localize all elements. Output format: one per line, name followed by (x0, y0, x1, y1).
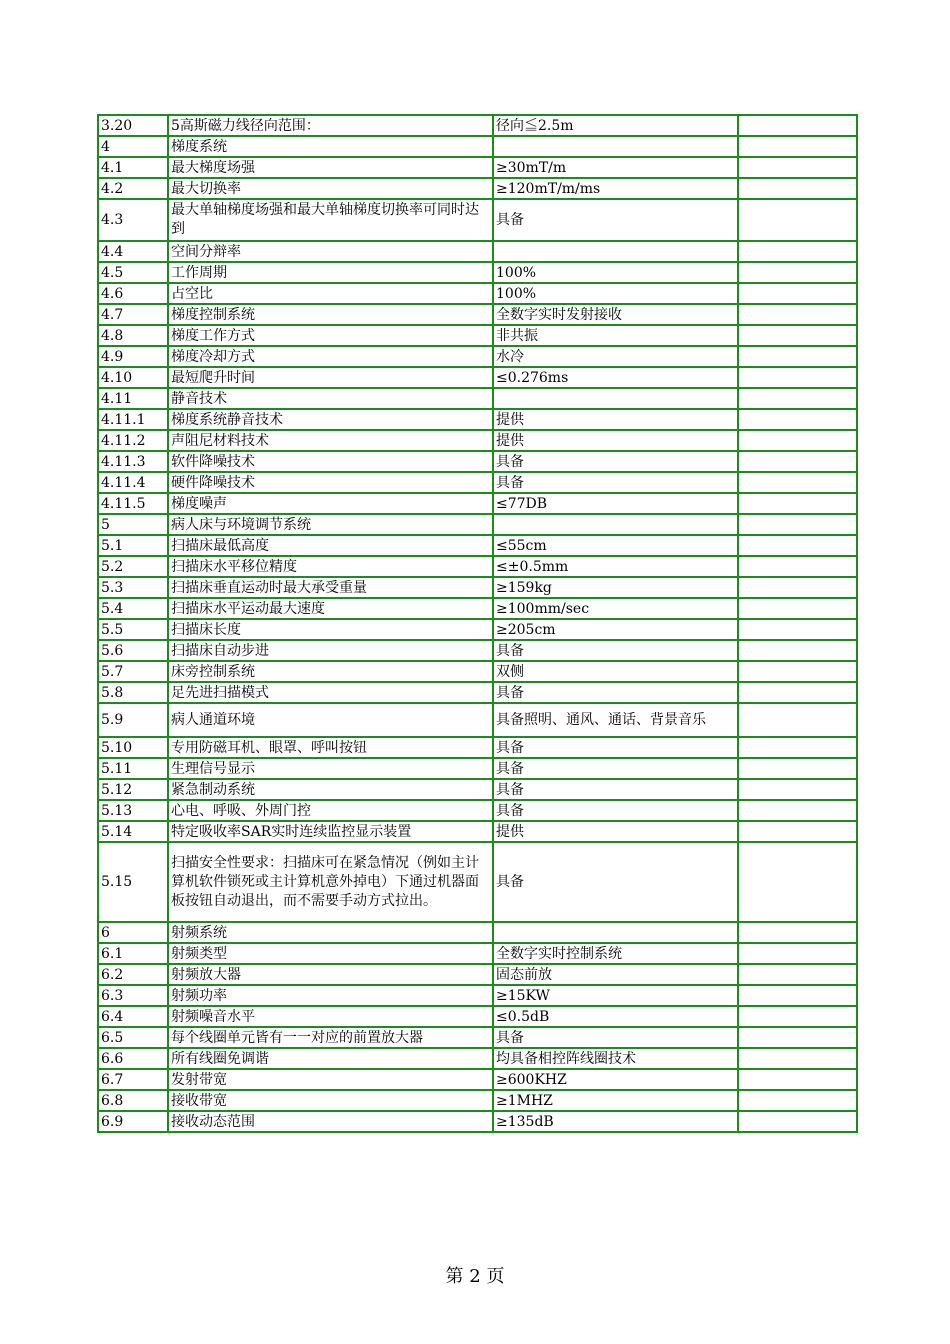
table-row (98, 703, 857, 737)
item-note-cell (738, 737, 857, 758)
item-value-cell: 双侧 (493, 661, 738, 682)
table-row (98, 985, 857, 1006)
item-value-cell: 具备 (493, 199, 738, 241)
item-name-cell: 梯度控制系统 (168, 304, 493, 325)
item-note-cell (738, 556, 857, 577)
table-row (98, 577, 857, 598)
item-name-cell: 静音技术 (168, 388, 493, 409)
item-note-cell (738, 661, 857, 682)
item-value-cell: ≤0.276ms (493, 367, 738, 388)
item-name-cell: 心电、呼吸、外周门控 (168, 800, 493, 821)
item-note-cell (738, 367, 857, 388)
item-value-cell: ≤77DB (493, 493, 738, 514)
item-value-cell: 具备 (493, 682, 738, 703)
item-value-cell: ≥600KHZ (493, 1069, 738, 1090)
item-value-cell (493, 136, 738, 157)
item-name-cell: 病人床与环境调节系统 (168, 514, 493, 535)
item-number-cell: 5.9 (98, 703, 168, 737)
item-number-cell: 6.5 (98, 1027, 168, 1048)
item-note-cell (738, 758, 857, 779)
item-value-cell: ≤±0.5mm (493, 556, 738, 577)
item-name-cell: 射频功率 (168, 985, 493, 1006)
item-value-cell: ≥30mT/m (493, 157, 738, 178)
table-row (98, 367, 857, 388)
item-value-cell: 非共振 (493, 325, 738, 346)
item-number-cell: 6 (98, 922, 168, 943)
item-note-cell (738, 682, 857, 703)
item-note-cell (738, 388, 857, 409)
item-note-cell (738, 304, 857, 325)
item-number-cell: 4 (98, 136, 168, 157)
item-name-cell: 扫描床最低高度 (168, 535, 493, 556)
item-note-cell (738, 800, 857, 821)
item-name-cell: 射频类型 (168, 943, 493, 964)
item-note-cell (738, 779, 857, 800)
table-row (98, 640, 857, 661)
item-name-cell: 发射带宽 (168, 1069, 493, 1090)
item-number-cell: 4.2 (98, 178, 168, 199)
table-row (98, 1069, 857, 1090)
item-name-cell: 扫描床水平运动最大速度 (168, 598, 493, 619)
item-note-cell (738, 472, 857, 493)
item-value-cell (493, 514, 738, 535)
item-number-cell: 5.14 (98, 821, 168, 842)
item-name-cell: 接收带宽 (168, 1090, 493, 1111)
item-number-cell: 5.13 (98, 800, 168, 821)
item-note-cell (738, 451, 857, 472)
item-name-cell: 所有线圈免调谐 (168, 1048, 493, 1069)
table-row (98, 943, 857, 964)
table-row (98, 535, 857, 556)
item-note-cell (738, 514, 857, 535)
item-number-cell: 4.9 (98, 346, 168, 367)
item-name-cell: 工作周期 (168, 262, 493, 283)
item-number-cell: 6.8 (98, 1090, 168, 1111)
item-note-cell (738, 346, 857, 367)
table-row (98, 136, 857, 157)
item-value-cell: 全数字实时控制系统 (493, 943, 738, 964)
table-row (98, 409, 857, 430)
item-note-cell (738, 577, 857, 598)
item-note-cell (738, 598, 857, 619)
item-note-cell (738, 985, 857, 1006)
item-value-cell: ≥1MHZ (493, 1090, 738, 1111)
table-row (98, 842, 857, 922)
item-number-cell: 5.1 (98, 535, 168, 556)
table-row (98, 779, 857, 800)
table-row (98, 493, 857, 514)
item-note-cell (738, 178, 857, 199)
item-value-cell: 具备 (493, 737, 738, 758)
table-row (98, 661, 857, 682)
item-number-cell: 6.1 (98, 943, 168, 964)
item-number-cell: 5.7 (98, 661, 168, 682)
item-note-cell (738, 619, 857, 640)
item-value-cell: 具备 (493, 472, 738, 493)
item-value-cell: ≥120mT/m/ms (493, 178, 738, 199)
item-note-cell (738, 1027, 857, 1048)
item-number-cell: 5.6 (98, 640, 168, 661)
table-row (98, 241, 857, 262)
item-note-cell (738, 964, 857, 985)
table-row (98, 922, 857, 943)
item-number-cell: 4.8 (98, 325, 168, 346)
item-note-cell (738, 922, 857, 943)
item-number-cell: 3.20 (98, 115, 168, 136)
table-row (98, 451, 857, 472)
item-note-cell (738, 325, 857, 346)
item-name-cell: 每个线圈单元皆有一一对应的前置放大器 (168, 1027, 493, 1048)
item-value-cell: 提供 (493, 409, 738, 430)
item-name-cell: 扫描床水平移位精度 (168, 556, 493, 577)
spec-table (97, 114, 858, 1133)
item-number-cell: 5.10 (98, 737, 168, 758)
item-name-cell: 射频放大器 (168, 964, 493, 985)
item-value-cell: 全数字实时发射接收 (493, 304, 738, 325)
item-value-cell (493, 388, 738, 409)
item-value-cell: 固态前放 (493, 964, 738, 985)
item-name-cell: 足先进扫描模式 (168, 682, 493, 703)
item-value-cell: 水冷 (493, 346, 738, 367)
table-row (98, 115, 857, 136)
item-number-cell: 5.11 (98, 758, 168, 779)
item-note-cell (738, 493, 857, 514)
item-value-cell: 100% (493, 283, 738, 304)
item-number-cell: 6.7 (98, 1069, 168, 1090)
item-number-cell: 4.3 (98, 199, 168, 241)
table-row (98, 199, 857, 241)
item-value-cell: 提供 (493, 430, 738, 451)
item-number-cell: 5.15 (98, 842, 168, 922)
item-name-cell: 空间分辩率 (168, 241, 493, 262)
item-name-cell: 专用防磁耳机、眼罩、呼叫按钮 (168, 737, 493, 758)
item-number-cell: 6.3 (98, 985, 168, 1006)
item-number-cell: 4.11.5 (98, 493, 168, 514)
item-note-cell (738, 262, 857, 283)
table-row (98, 325, 857, 346)
table-row (98, 619, 857, 640)
table-row (98, 262, 857, 283)
item-value-cell: ≤0.5dB (493, 1006, 738, 1027)
item-note-cell (738, 535, 857, 556)
item-name-cell: 扫描床垂直运动时最大承受重量 (168, 577, 493, 598)
item-name-cell: 接收动态范围 (168, 1111, 493, 1132)
spec-table-body (98, 115, 857, 1132)
item-value-cell: 具备 (493, 640, 738, 661)
item-note-cell (738, 115, 857, 136)
item-value-cell: 具备 (493, 779, 738, 800)
item-name-cell: 硬件降噪技术 (168, 472, 493, 493)
item-number-cell: 5.4 (98, 598, 168, 619)
table-row (98, 1006, 857, 1027)
table-row (98, 758, 857, 779)
table-row (98, 1111, 857, 1132)
item-number-cell: 4.11.4 (98, 472, 168, 493)
item-value-cell: 均具备相控阵线圈技术 (493, 1048, 738, 1069)
item-value-cell: ≥100mm/sec (493, 598, 738, 619)
item-name-cell: 床旁控制系统 (168, 661, 493, 682)
item-number-cell: 4.11 (98, 388, 168, 409)
item-number-cell: 4.10 (98, 367, 168, 388)
table-row (98, 472, 857, 493)
item-value-cell: ≥159kg (493, 577, 738, 598)
item-name-cell: 扫描床长度 (168, 619, 493, 640)
item-name-cell: 占空比 (168, 283, 493, 304)
item-name-cell: 生理信号显示 (168, 758, 493, 779)
item-number-cell: 5.5 (98, 619, 168, 640)
table-row (98, 430, 857, 451)
item-name-cell: 紧急制动系统 (168, 779, 493, 800)
item-number-cell: 4.6 (98, 283, 168, 304)
table-row (98, 556, 857, 577)
item-note-cell (738, 1048, 857, 1069)
item-number-cell: 6.9 (98, 1111, 168, 1132)
item-number-cell: 4.5 (98, 262, 168, 283)
item-number-cell: 5.3 (98, 577, 168, 598)
table-row (98, 964, 857, 985)
table-row (98, 388, 857, 409)
table-row (98, 304, 857, 325)
item-number-cell: 5.12 (98, 779, 168, 800)
item-value-cell: ≤55cm (493, 535, 738, 556)
item-number-cell: 5.2 (98, 556, 168, 577)
item-note-cell (738, 283, 857, 304)
item-name-cell: 软件降噪技术 (168, 451, 493, 472)
item-value-cell: 具备 (493, 800, 738, 821)
item-value-cell: 径向≦2.5m (493, 115, 738, 136)
item-note-cell (738, 821, 857, 842)
item-value-cell: 100% (493, 262, 738, 283)
item-value-cell: 具备照明、通风、通话、背景音乐 (493, 703, 738, 737)
item-value-cell: ≥135dB (493, 1111, 738, 1132)
item-name-cell: 最短爬升时间 (168, 367, 493, 388)
item-value-cell: 具备 (493, 842, 738, 922)
item-note-cell (738, 157, 857, 178)
item-number-cell: 5 (98, 514, 168, 535)
item-value-cell: ≥15KW (493, 985, 738, 1006)
table-row (98, 1090, 857, 1111)
item-number-cell: 5.8 (98, 682, 168, 703)
table-row (98, 157, 857, 178)
item-name-cell: 梯度噪声 (168, 493, 493, 514)
item-value-cell: 提供 (493, 821, 738, 842)
table-row (98, 682, 857, 703)
table-row (98, 598, 857, 619)
item-name-cell: 扫描安全性要求：扫描床可在紧急情况（例如主计算机软件锁死或主计算机意外掉电）下通过机器面板按钮自动退出，而不需要手动方式拉出。 (168, 842, 493, 922)
item-note-cell (738, 199, 857, 241)
item-number-cell: 6.6 (98, 1048, 168, 1069)
item-note-cell (738, 842, 857, 922)
table-row (98, 514, 857, 535)
item-note-cell (738, 241, 857, 262)
item-value-cell: 具备 (493, 1027, 738, 1048)
item-name-cell: 梯度工作方式 (168, 325, 493, 346)
item-name-cell: 扫描床自动步进 (168, 640, 493, 661)
table-row (98, 1027, 857, 1048)
item-note-cell (738, 136, 857, 157)
item-value-cell: ≥205cm (493, 619, 738, 640)
item-number-cell: 6.4 (98, 1006, 168, 1027)
page-number: 第 2 页 (445, 1266, 505, 1287)
item-note-cell (738, 703, 857, 737)
table-row (98, 800, 857, 821)
item-name-cell: 梯度系统静音技术 (168, 409, 493, 430)
item-number-cell: 6.2 (98, 964, 168, 985)
item-number-cell: 4.11.2 (98, 430, 168, 451)
item-number-cell: 4.11.1 (98, 409, 168, 430)
item-number-cell: 4.1 (98, 157, 168, 178)
table-row (98, 178, 857, 199)
item-name-cell: 梯度冷却方式 (168, 346, 493, 367)
item-number-cell: 4.4 (98, 241, 168, 262)
item-name-cell: 特定吸收率SAR实时连续监控显示装置 (168, 821, 493, 842)
table-row (98, 346, 857, 367)
item-note-cell (738, 430, 857, 451)
item-note-cell (738, 1006, 857, 1027)
item-name-cell: 梯度系统 (168, 136, 493, 157)
item-value-cell (493, 922, 738, 943)
table-row (98, 821, 857, 842)
table-row (98, 283, 857, 304)
item-note-cell (738, 640, 857, 661)
item-value-cell: 具备 (493, 758, 738, 779)
item-note-cell (738, 943, 857, 964)
table-row (98, 737, 857, 758)
item-value-cell (493, 241, 738, 262)
item-number-cell: 4.7 (98, 304, 168, 325)
item-number-cell: 4.11.3 (98, 451, 168, 472)
item-name-cell: 最大切换率 (168, 178, 493, 199)
item-note-cell (738, 409, 857, 430)
item-value-cell: 具备 (493, 451, 738, 472)
item-name-cell: 声阻尼材料技术 (168, 430, 493, 451)
item-name-cell: 最大梯度场强 (168, 157, 493, 178)
item-name-cell: 射频噪音水平 (168, 1006, 493, 1027)
item-note-cell (738, 1090, 857, 1111)
item-note-cell (738, 1111, 857, 1132)
item-name-cell: 5高斯磁力线径向范围： (168, 115, 493, 136)
item-name-cell: 最大单轴梯度场强和最大单轴梯度切换率可同时达到 (168, 199, 493, 241)
table-row (98, 1048, 857, 1069)
item-name-cell: 病人通道环境 (168, 703, 493, 737)
item-name-cell: 射频系统 (168, 922, 493, 943)
item-note-cell (738, 1069, 857, 1090)
